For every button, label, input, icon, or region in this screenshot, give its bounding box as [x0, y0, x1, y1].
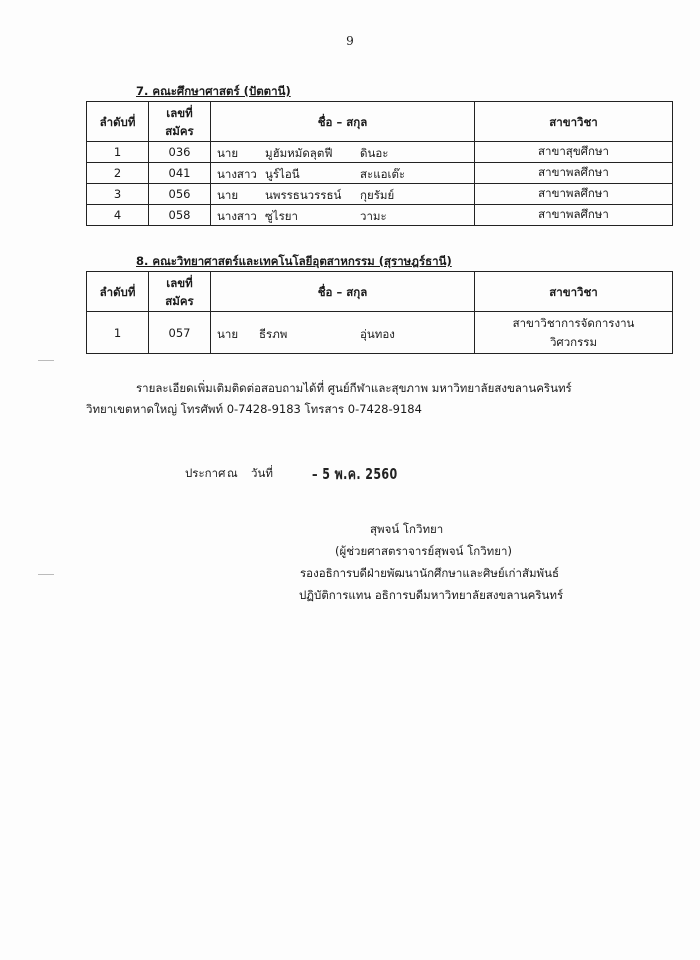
cell-name: [211, 163, 475, 184]
table-row: [87, 184, 673, 205]
contact-line-1: รายละเอียดเพิ่มเติมติดต่อสอบถามได้ที่ ศูนย์กีฬาและสุขภาพ มหาวิทยาลัยสงขลานครินทร์: [136, 381, 572, 395]
section-7-table: [86, 101, 673, 226]
last-name: วามะ: [360, 209, 387, 223]
first-name: นูร์ไอนี: [265, 167, 300, 181]
header-name: ชื่อ – สกุล: [211, 272, 475, 312]
cell-major: สาขาสุขศึกษา: [475, 142, 673, 163]
scan-mark: [38, 360, 54, 361]
name-prefix: นาย: [217, 188, 239, 202]
table-row: [87, 312, 673, 354]
last-name: กุยรัมย์: [360, 188, 395, 202]
table-row: [87, 142, 673, 163]
table-row: [87, 163, 673, 184]
cell-name: [211, 184, 475, 205]
header-no: ลำดับที่: [87, 272, 149, 312]
cell-major: สาขาพลศึกษา: [475, 184, 673, 205]
cell-name: [211, 205, 475, 226]
signer-full-name: (ผู้ช่วยศาสตราจารย์สุพจน์ โกวิทยา): [335, 544, 512, 558]
cell-no: 3: [87, 184, 149, 205]
cell-application-no: 057: [149, 312, 211, 354]
last-name: ดินอะ: [360, 146, 389, 160]
cell-application-no: 058: [149, 205, 211, 226]
announce-label: ประกาศ: [185, 466, 226, 480]
name-prefix: นาย: [217, 146, 239, 160]
name-prefix: นาย: [217, 326, 239, 341]
header-major: สาขาวิชา: [475, 272, 673, 312]
first-name: ซูไรยา: [265, 209, 298, 223]
header-application-no: เลขที่ สมัคร: [149, 272, 211, 312]
cell-major: สาขาพลศึกษา: [475, 163, 673, 184]
table-row: [87, 205, 673, 226]
page-number: 9: [346, 34, 354, 48]
cell-application-no: 056: [149, 184, 211, 205]
cell-no: 1: [87, 312, 149, 354]
contact-paragraph: [86, 378, 676, 420]
header-application-no: เลขที่ สมัคร: [149, 102, 211, 142]
cell-name: [211, 142, 475, 163]
signer-position: รองอธิการบดีฝ่ายพัฒนานักศึกษาและศิษย์เก่าสัมพันธ์: [300, 566, 560, 580]
scan-mark: [38, 574, 54, 575]
announce-at: ณ: [227, 466, 238, 480]
name-prefix: นางสาว: [217, 209, 257, 223]
section-7-title: 7. คณะศึกษาศาสตร์ (ปัตตานี): [136, 84, 291, 98]
cell-application-no: 036: [149, 142, 211, 163]
last-name: อุ่นทอง: [360, 326, 395, 341]
cell-major: สาขาพลศึกษา: [475, 205, 673, 226]
table-header-row: [87, 102, 673, 142]
table-header-row: [87, 272, 673, 312]
section-8-table: [86, 271, 673, 354]
first-name: นพรรธนวรรธน์: [265, 188, 342, 202]
first-name: มูฮัมหมัดลุตฟี: [265, 146, 333, 160]
cell-major: สาขาวิชาการจัดการงาน วิศวกรรม: [475, 312, 673, 354]
header-no: ลำดับที่: [87, 102, 149, 142]
signer-acting-role: ปฏิบัติการแทน อธิการบดีมหาวิทยาลัยสงขลานครินทร์: [299, 588, 564, 602]
name-prefix: นางสาว: [217, 167, 257, 181]
section-8-title: 8. คณะวิทยาศาสตร์และเทคโนโลยีอุตสาหกรรม (สุราษฎร์ธานี): [136, 254, 452, 268]
last-name: สะแอเต๊ะ: [360, 167, 406, 181]
cell-no: 4: [87, 205, 149, 226]
header-name: ชื่อ – สกุล: [211, 102, 475, 142]
cell-no: 1: [87, 142, 149, 163]
cell-name: [211, 312, 475, 354]
cell-no: 2: [87, 163, 149, 184]
first-name: ธีรภพ: [259, 326, 288, 341]
contact-line-2: วิทยาเขตหาดใหญ่ โทรศัพท์ 0-7428-9183 โทรสาร 0-7428-9184: [86, 402, 422, 416]
date-stamp: – 5 พ.ค. 2560: [312, 465, 398, 483]
signer-name: สุพจน์ โกวิทยา: [370, 522, 444, 536]
cell-application-no: 041: [149, 163, 211, 184]
header-major: สาขาวิชา: [475, 102, 673, 142]
announce-date-label: วันที่: [251, 466, 273, 480]
